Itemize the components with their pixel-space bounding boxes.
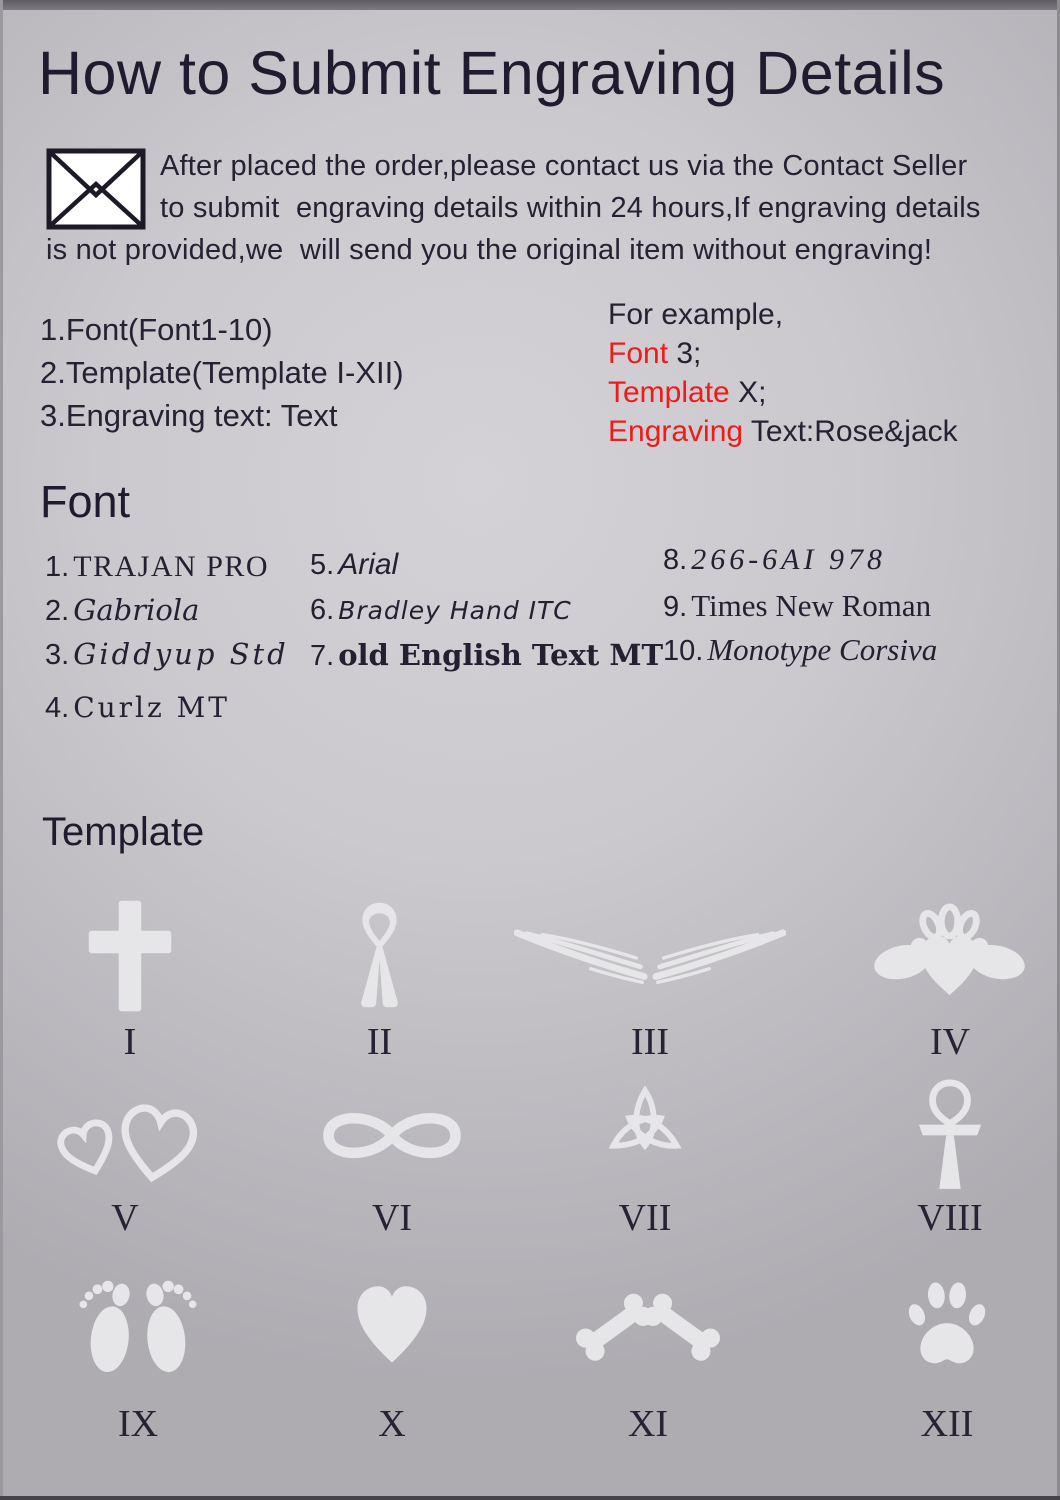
font-item-name: Curlz MT	[73, 691, 230, 724]
font-item-number: 4.	[45, 692, 70, 724]
font-item-2	[45, 593, 199, 628]
template-numeral: VI	[371, 1197, 413, 1239]
step-font: 1.Font(Font1-10)	[40, 312, 273, 347]
template-icon-box	[315, 1076, 469, 1196]
font-item-name: Arial	[338, 548, 399, 581]
infinity-icon	[315, 1099, 469, 1172]
font-item-number: 5.	[310, 549, 335, 581]
template-cell-6	[315, 1076, 469, 1240]
template-section-heading: Template	[42, 810, 205, 854]
template-cell-10	[352, 1254, 432, 1446]
template-numeral: IV	[929, 1021, 971, 1063]
example-template-rest: X;	[729, 376, 767, 409]
notice-line-3: is not provided,we will send you the original item without engraving!	[46, 234, 933, 266]
template-icon-box	[72, 1254, 204, 1394]
ankh-icon	[915, 1078, 985, 1195]
font-item-number: 1.	[45, 551, 70, 583]
triquetra-icon	[592, 1085, 698, 1186]
font-item-name: Giddyup Std	[73, 637, 289, 671]
font-item-3	[45, 637, 289, 672]
template-cell-7	[592, 1076, 698, 1240]
example-engraving-rest: Text:Rose&jack	[743, 415, 958, 448]
template-icon-box	[915, 1076, 985, 1196]
page-border-left	[0, 0, 3, 1500]
font-item-number: 10.	[663, 635, 704, 667]
step-engraving-text: 3.Engraving text: Text	[40, 398, 338, 433]
template-numeral: IX	[117, 1403, 159, 1445]
notice-line-1: After placed the order,please contact us via the Contact Seller	[160, 150, 968, 182]
template-cell-4	[870, 892, 1030, 1064]
template-icon-box	[562, 1254, 734, 1394]
template-numeral: VII	[618, 1197, 672, 1239]
font-item-number: 9.	[663, 591, 688, 623]
envelope-icon	[46, 148, 146, 230]
template-numeral: I	[123, 1021, 137, 1063]
font-item-name: Gabriola	[73, 593, 200, 627]
example-font-row	[608, 337, 701, 371]
template-numeral: X	[378, 1403, 406, 1445]
page-border-bottom	[0, 1496, 1060, 1500]
font-item-8	[663, 543, 886, 577]
baby-footprints-icon	[72, 1260, 204, 1387]
font-item-number: 6.	[310, 594, 335, 626]
font-item-name: Times New Roman	[691, 588, 932, 623]
template-cell-12	[903, 1254, 991, 1446]
example-template-highlight: Template	[608, 376, 730, 409]
template-cell-3	[514, 892, 786, 1064]
dog-bones-icon	[562, 1276, 734, 1372]
font-section-heading: Font	[40, 476, 131, 527]
template-cell-8	[915, 1076, 985, 1240]
template-cell-1	[85, 892, 175, 1064]
page-border-top	[0, 0, 1060, 10]
font-item-6	[310, 594, 572, 627]
example-font-rest: 3;	[668, 337, 702, 370]
template-numeral: XI	[627, 1403, 669, 1445]
font-item-4	[45, 691, 230, 725]
template-numeral: XII	[920, 1403, 974, 1445]
font-item-name: 266-6AI 978	[691, 543, 886, 576]
font-item-number: 2.	[45, 595, 70, 627]
font-item-number: 8.	[663, 544, 688, 576]
example-template-row	[608, 376, 766, 410]
font-item-name: Monotype Corsiva	[707, 632, 938, 667]
template-numeral: V	[111, 1197, 139, 1239]
template-numeral: VIII	[917, 1197, 983, 1239]
claddagh-icon	[870, 903, 1030, 1010]
template-cell-2	[351, 892, 408, 1064]
example-engraving-highlight: Engraving	[608, 415, 744, 448]
template-cell-9	[72, 1254, 204, 1446]
double-hearts-icon	[32, 1080, 218, 1193]
angel-wings-icon	[514, 926, 786, 986]
font-item-name: TRAJAN PRO	[73, 550, 270, 583]
font-item-10	[663, 632, 937, 668]
template-icon-box	[352, 1254, 432, 1394]
font-item-number: 3.	[45, 639, 70, 671]
template-icon-box	[870, 892, 1030, 1020]
template-numeral: II	[366, 1021, 393, 1063]
page-title: How to Submit Engraving Details	[38, 39, 946, 107]
font-item-1	[45, 550, 269, 584]
example-intro: For example,	[608, 298, 784, 331]
font-item-number: 7.	[310, 640, 335, 672]
font-item-7	[310, 638, 663, 673]
font-item-5	[310, 548, 398, 582]
template-cell-5	[32, 1076, 218, 1240]
cross-icon	[85, 897, 175, 1015]
template-icon-box	[514, 892, 786, 1020]
template-icon-box	[32, 1076, 218, 1196]
template-numeral: III	[631, 1021, 669, 1063]
template-cell-11	[562, 1254, 734, 1446]
step-template: 2.Template(Template I-XII)	[40, 355, 404, 390]
font-item-name: old English Text MT	[338, 638, 664, 672]
heart-icon	[352, 1279, 432, 1370]
font-item-name: Bradley Hand ITC	[338, 596, 572, 625]
paw-print-icon	[903, 1275, 991, 1372]
example-engraving-row	[608, 415, 958, 449]
template-icon-box	[85, 892, 175, 1020]
template-icon-box	[903, 1254, 991, 1394]
template-icon-box	[351, 892, 408, 1020]
example-font-highlight: Font	[608, 337, 669, 370]
notice-line-2: to submit engraving details within 24 hours,If engraving details	[160, 192, 981, 224]
template-icon-box	[592, 1076, 698, 1196]
awareness-ribbon-icon	[351, 899, 408, 1013]
font-item-9	[663, 588, 931, 624]
